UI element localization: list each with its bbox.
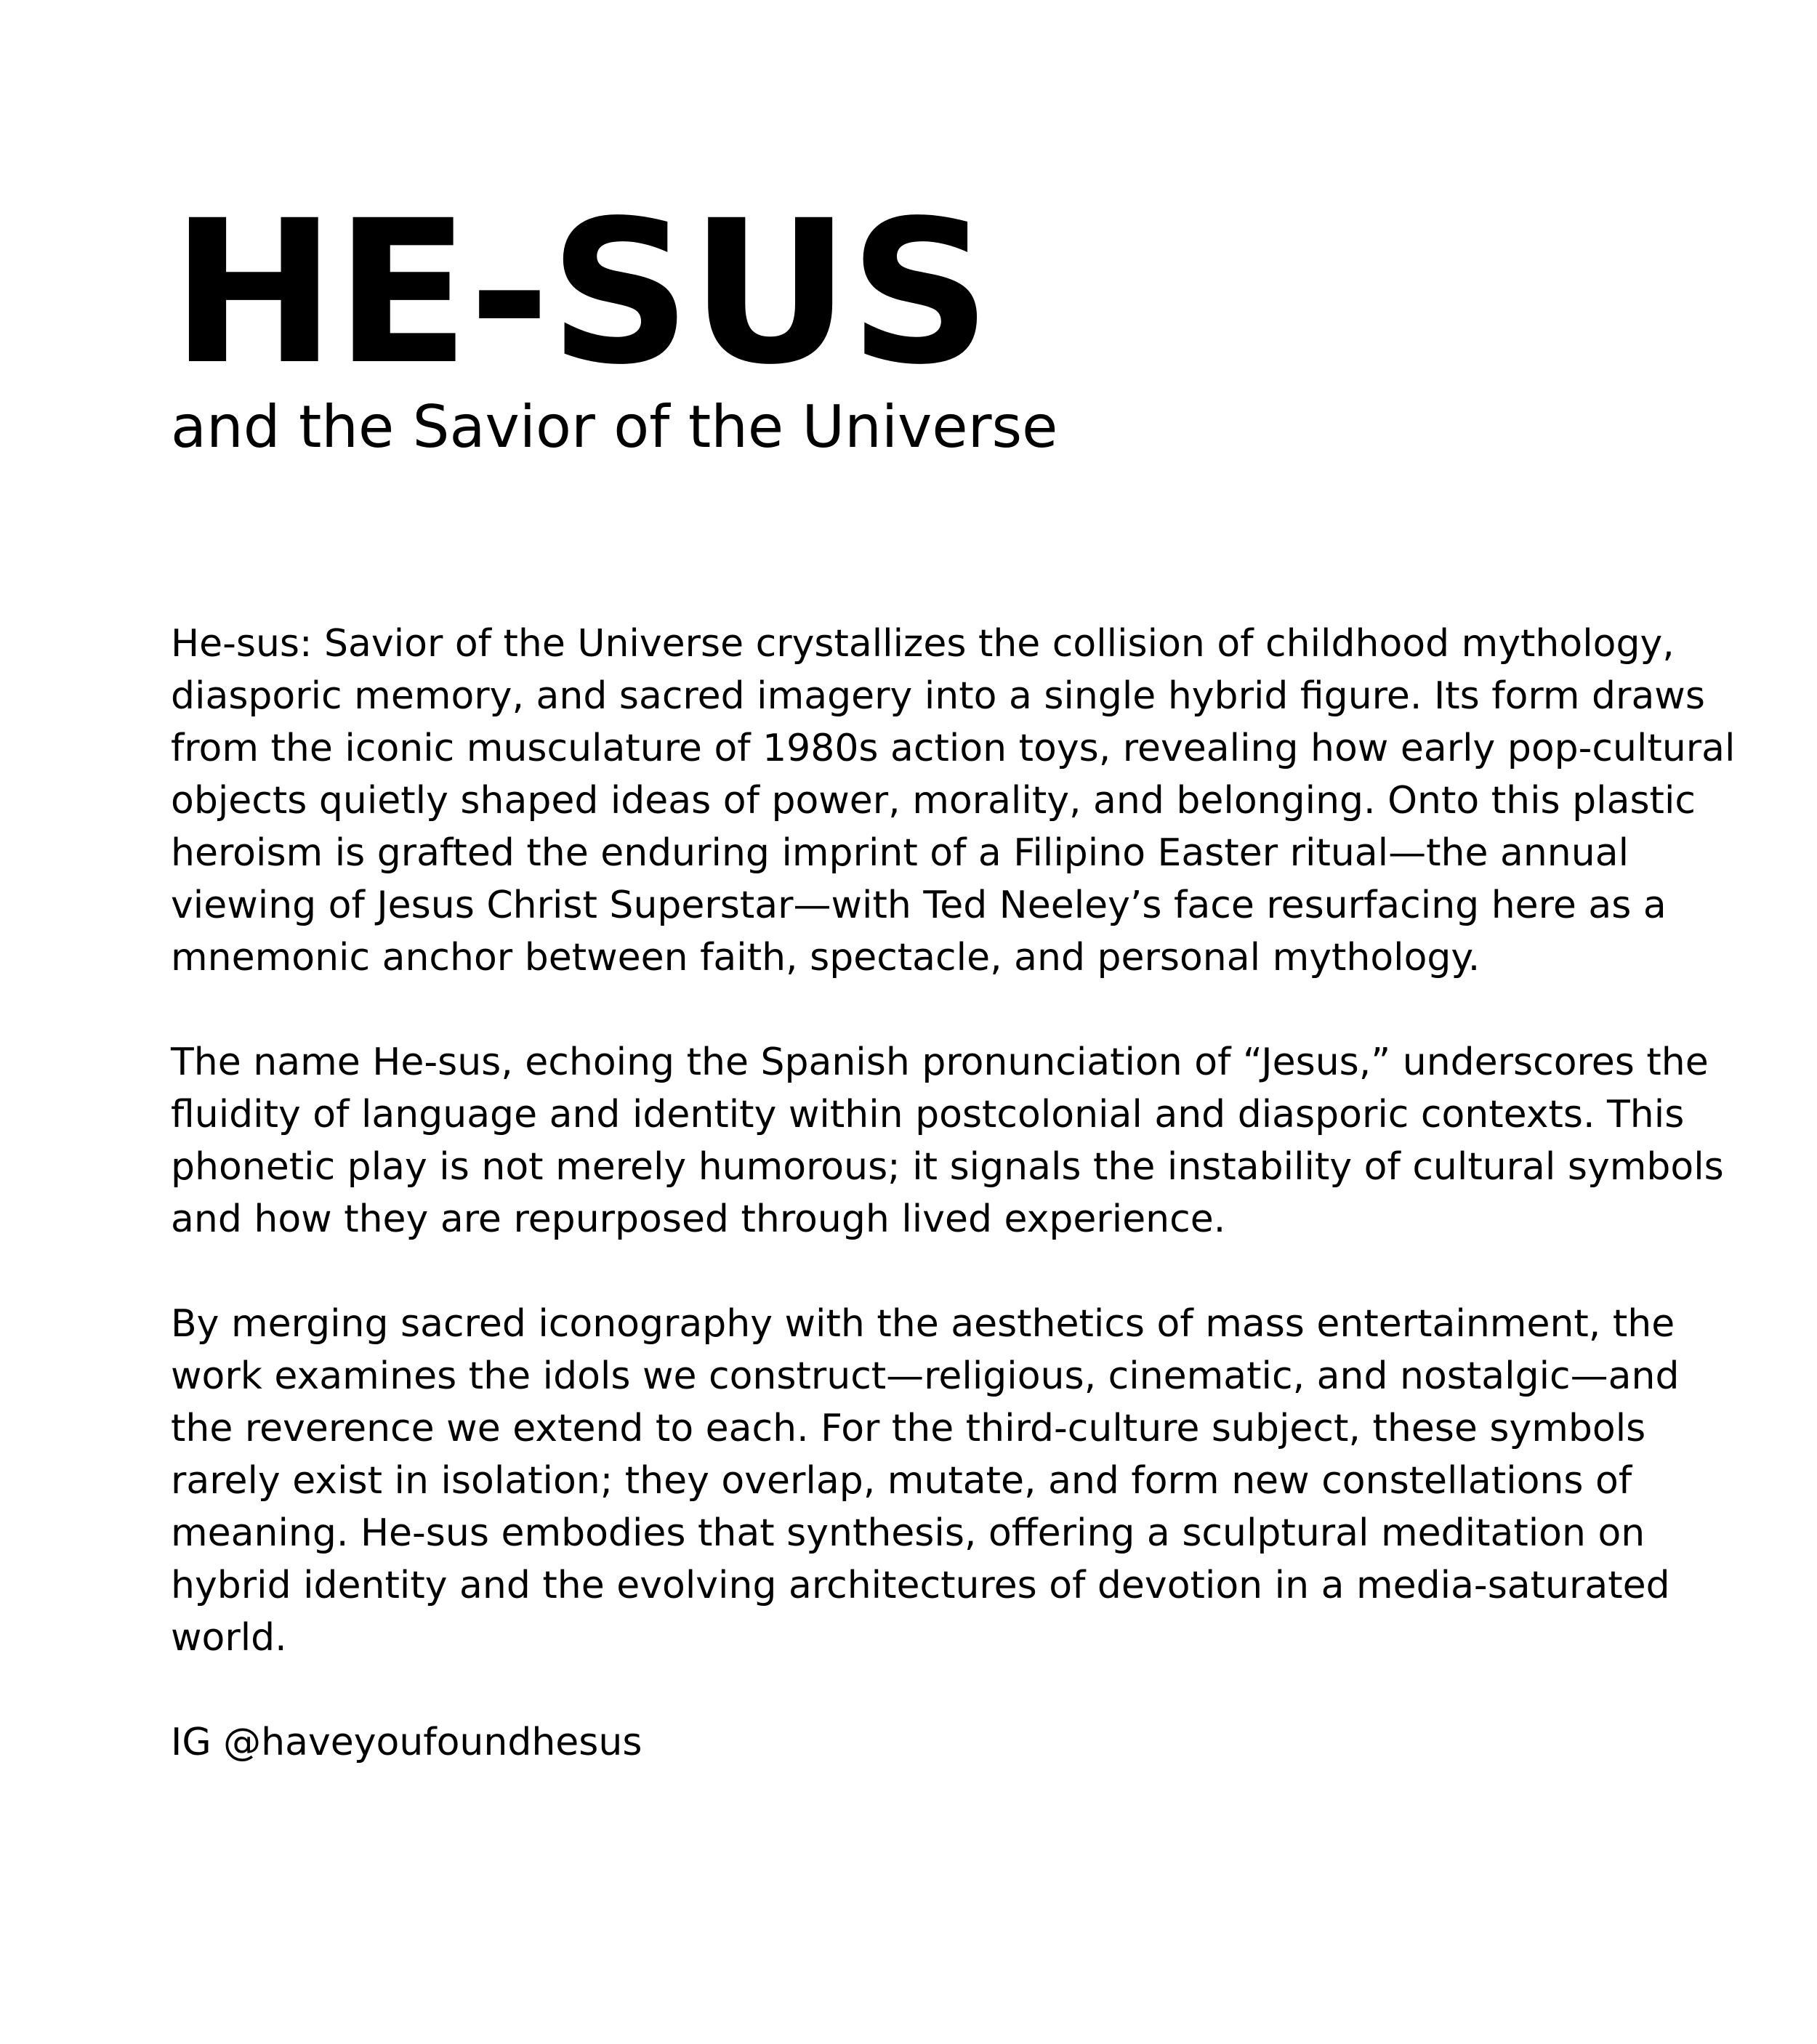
document-page	[171, 179, 1736, 1769]
document-body	[171, 618, 1741, 1769]
document-title: HE-SUS	[171, 179, 990, 408]
instagram-handle: IG @haveyoufoundhesus	[171, 1721, 642, 1764]
document-subtitle: and the Savior of the Universe	[171, 393, 1058, 461]
body-paragraph-2: The name He-sus, echoing the Spanish pronunciation of “Jesus,” underscores the fluidity of language and identity within postcolonial and diasporic contexts. This phonetic play is not merely humorous; it signals the instability of cultural symbols and how they are repurposed through lived experience.	[171, 1041, 1724, 1241]
body-paragraph-3: By merging sacred iconography with the aesthetics of mass entertainment, the work examines the idols we construct—religious, cinematic, and nostalgic—and the reverence we extend to each. For the third-culture subject, these symbols rarely exist in isolation; they overlap, mutate, and form new constellations of meaning. He-sus embodies that synthesis, offering a sculptural meditation on hybrid identity and the evolving architectures of devotion in a media-saturated world.	[171, 1302, 1680, 1660]
body-paragraph-1: He-sus: Savior of the Universe crystallizes the collision of childhood mythology, diasporic memory, and sacred imagery into a single hybrid figure. Its form draws from the iconic musculature of 1980s action toys, revealing how early pop-cultural objects quietly shaped ideas of power, morality, and belonging. Onto this plastic heroism is grafted the enduring imprint of a Filipino Easter ritual—the annual viewing of Jesus Christ Superstar—with Ted Neeley’s face resurfacing here as a mnemonic anchor between faith, spectacle, and personal mythology.	[171, 622, 1736, 979]
